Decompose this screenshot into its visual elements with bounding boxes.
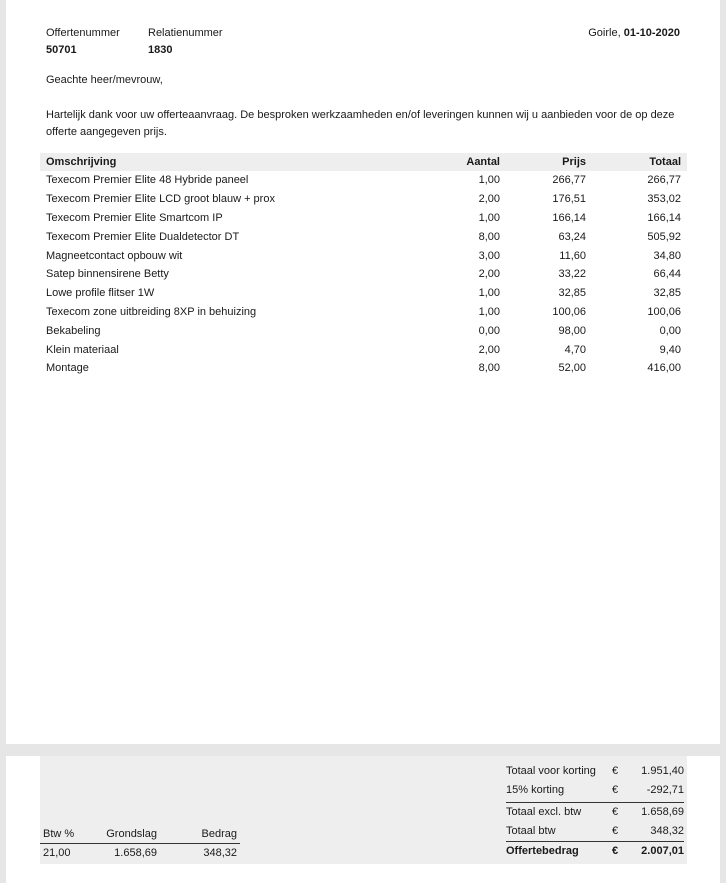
item-total: 166,14 — [647, 211, 681, 224]
total-value: -292,71 — [646, 783, 684, 796]
item-quantity: 1,00 — [478, 174, 500, 187]
item-total: 32,85 — [653, 287, 681, 300]
item-price: 33,22 — [558, 268, 586, 281]
item-description: Magneetcontact opbouw wit — [46, 249, 183, 262]
total-label: 15% korting — [506, 783, 565, 796]
total-value: 348,32 — [650, 824, 684, 837]
total-before-discount-row — [506, 761, 684, 780]
currency-symbol: € — [612, 764, 619, 777]
item-total: 505,92 — [647, 230, 681, 243]
item-total: 0,00 — [659, 324, 681, 337]
col-total: Totaal — [649, 156, 681, 168]
items-table — [40, 153, 687, 378]
item-price: 98,00 — [558, 324, 586, 337]
item-description: Bekabeling — [46, 324, 101, 337]
item-description: Satep binnensirene Betty — [46, 268, 169, 281]
item-description: Klein materiaal — [46, 343, 119, 356]
quote-page — [6, 0, 720, 744]
currency-symbol: € — [612, 783, 619, 796]
table-row — [40, 227, 687, 246]
item-price: 100,06 — [552, 305, 586, 318]
table-row — [40, 246, 687, 265]
item-price: 166,14 — [552, 211, 586, 224]
total-excl-vat-row — [506, 802, 684, 821]
item-total: 266,77 — [647, 174, 681, 187]
table-row — [40, 284, 687, 303]
table-row — [40, 265, 687, 284]
item-quantity: 3,00 — [478, 249, 500, 262]
intro-text: Hartelijk dank voor uw offerteaanvraag. De besproken werkzaamheden en/of leveringen kunnen wij u aanbieden voor de op deze offerte aangegeven prijs. — [46, 109, 675, 138]
item-description: Montage — [46, 362, 89, 375]
table-row — [40, 303, 687, 322]
item-total: 416,00 — [647, 362, 681, 375]
quote-amount-row — [506, 841, 684, 860]
table-row — [40, 209, 687, 228]
item-quantity: 2,00 — [478, 193, 500, 206]
item-price: 11,60 — [559, 249, 586, 262]
table-header-row — [40, 153, 687, 171]
relation-number: 1830 — [148, 44, 173, 56]
item-description: Texecom Premier Elite Smartcom IP — [46, 211, 223, 224]
vat-percent-header: Btw % — [43, 827, 75, 840]
table-row — [40, 171, 687, 190]
total-value: 2.007,01 — [641, 845, 684, 857]
vat-header-row — [40, 825, 240, 843]
currency-symbol: € — [612, 824, 619, 837]
item-quantity: 1,00 — [478, 211, 500, 224]
item-quantity: 2,00 — [478, 343, 500, 356]
vat-amount: 348,32 — [203, 847, 237, 860]
item-description: Texecom zone uitbreiding 8XP in behuizing — [46, 305, 257, 318]
date-value: 01-10-2020 — [623, 27, 680, 39]
discount-row — [506, 780, 684, 799]
summary-page — [6, 756, 720, 883]
salutation: Geachte heer/mevrouw, — [46, 74, 163, 86]
item-quantity: 8,00 — [478, 362, 500, 375]
col-quantity: Aantal — [466, 156, 500, 168]
item-price: 52,00 — [558, 362, 586, 375]
col-price: Prijs — [562, 156, 586, 168]
total-label: Offertebedrag — [506, 845, 579, 857]
item-quantity: 2,00 — [478, 268, 500, 281]
total-value: 1.951,40 — [641, 764, 684, 777]
table-row — [40, 340, 687, 359]
item-quantity: 0,00 — [478, 324, 500, 337]
relation-number-label: Relatienummer — [148, 27, 223, 39]
currency-symbol: € — [612, 845, 619, 857]
offer-number-label: Offertenummer — [46, 27, 120, 39]
item-description: Texecom Premier Elite Dualdetector DT — [46, 230, 240, 243]
total-vat-row — [506, 821, 684, 840]
total-label: Totaal excl. btw — [506, 806, 582, 818]
item-total: 66,44 — [653, 268, 681, 281]
vat-percent: 21,00 — [43, 847, 71, 860]
date-place: Goirle, — [588, 27, 624, 39]
offer-number: 50701 — [46, 44, 77, 56]
vat-base: 1.658,69 — [114, 847, 157, 860]
item-total: 9,40 — [659, 343, 681, 356]
table-row — [40, 359, 687, 378]
table-row — [40, 321, 687, 340]
totals-block — [506, 761, 684, 860]
item-total: 100,06 — [647, 305, 681, 318]
item-quantity: 1,00 — [478, 305, 500, 318]
total-label: Totaal voor korting — [506, 764, 596, 777]
summary-area — [40, 756, 687, 864]
item-description: Texecom Premier Elite 48 Hybride paneel — [46, 174, 249, 187]
currency-symbol: € — [612, 806, 619, 818]
item-quantity: 1,00 — [478, 287, 500, 300]
item-price: 32,85 — [558, 287, 586, 300]
item-total: 353,02 — [647, 193, 681, 206]
table-row — [40, 190, 687, 209]
col-description: Omschrijving — [46, 156, 117, 168]
vat-amount-header: Bedrag — [201, 827, 237, 840]
item-total: 34,80 — [653, 249, 681, 262]
quote-date — [588, 27, 680, 39]
item-price: 4,70 — [564, 343, 586, 356]
total-label: Totaal btw — [506, 824, 556, 837]
vat-row — [40, 843, 240, 863]
item-quantity: 8,00 — [478, 230, 500, 243]
item-price: 266,77 — [552, 174, 586, 187]
total-value: 1.658,69 — [641, 806, 684, 818]
vat-table — [40, 825, 240, 863]
item-price: 63,24 — [558, 230, 586, 243]
item-description: Lowe profile flitser 1W — [46, 287, 155, 300]
item-price: 176,51 — [552, 193, 586, 206]
item-description: Texecom Premier Elite LCD groot blauw + prox — [46, 193, 275, 206]
vat-base-header: Grondslag — [106, 827, 157, 840]
